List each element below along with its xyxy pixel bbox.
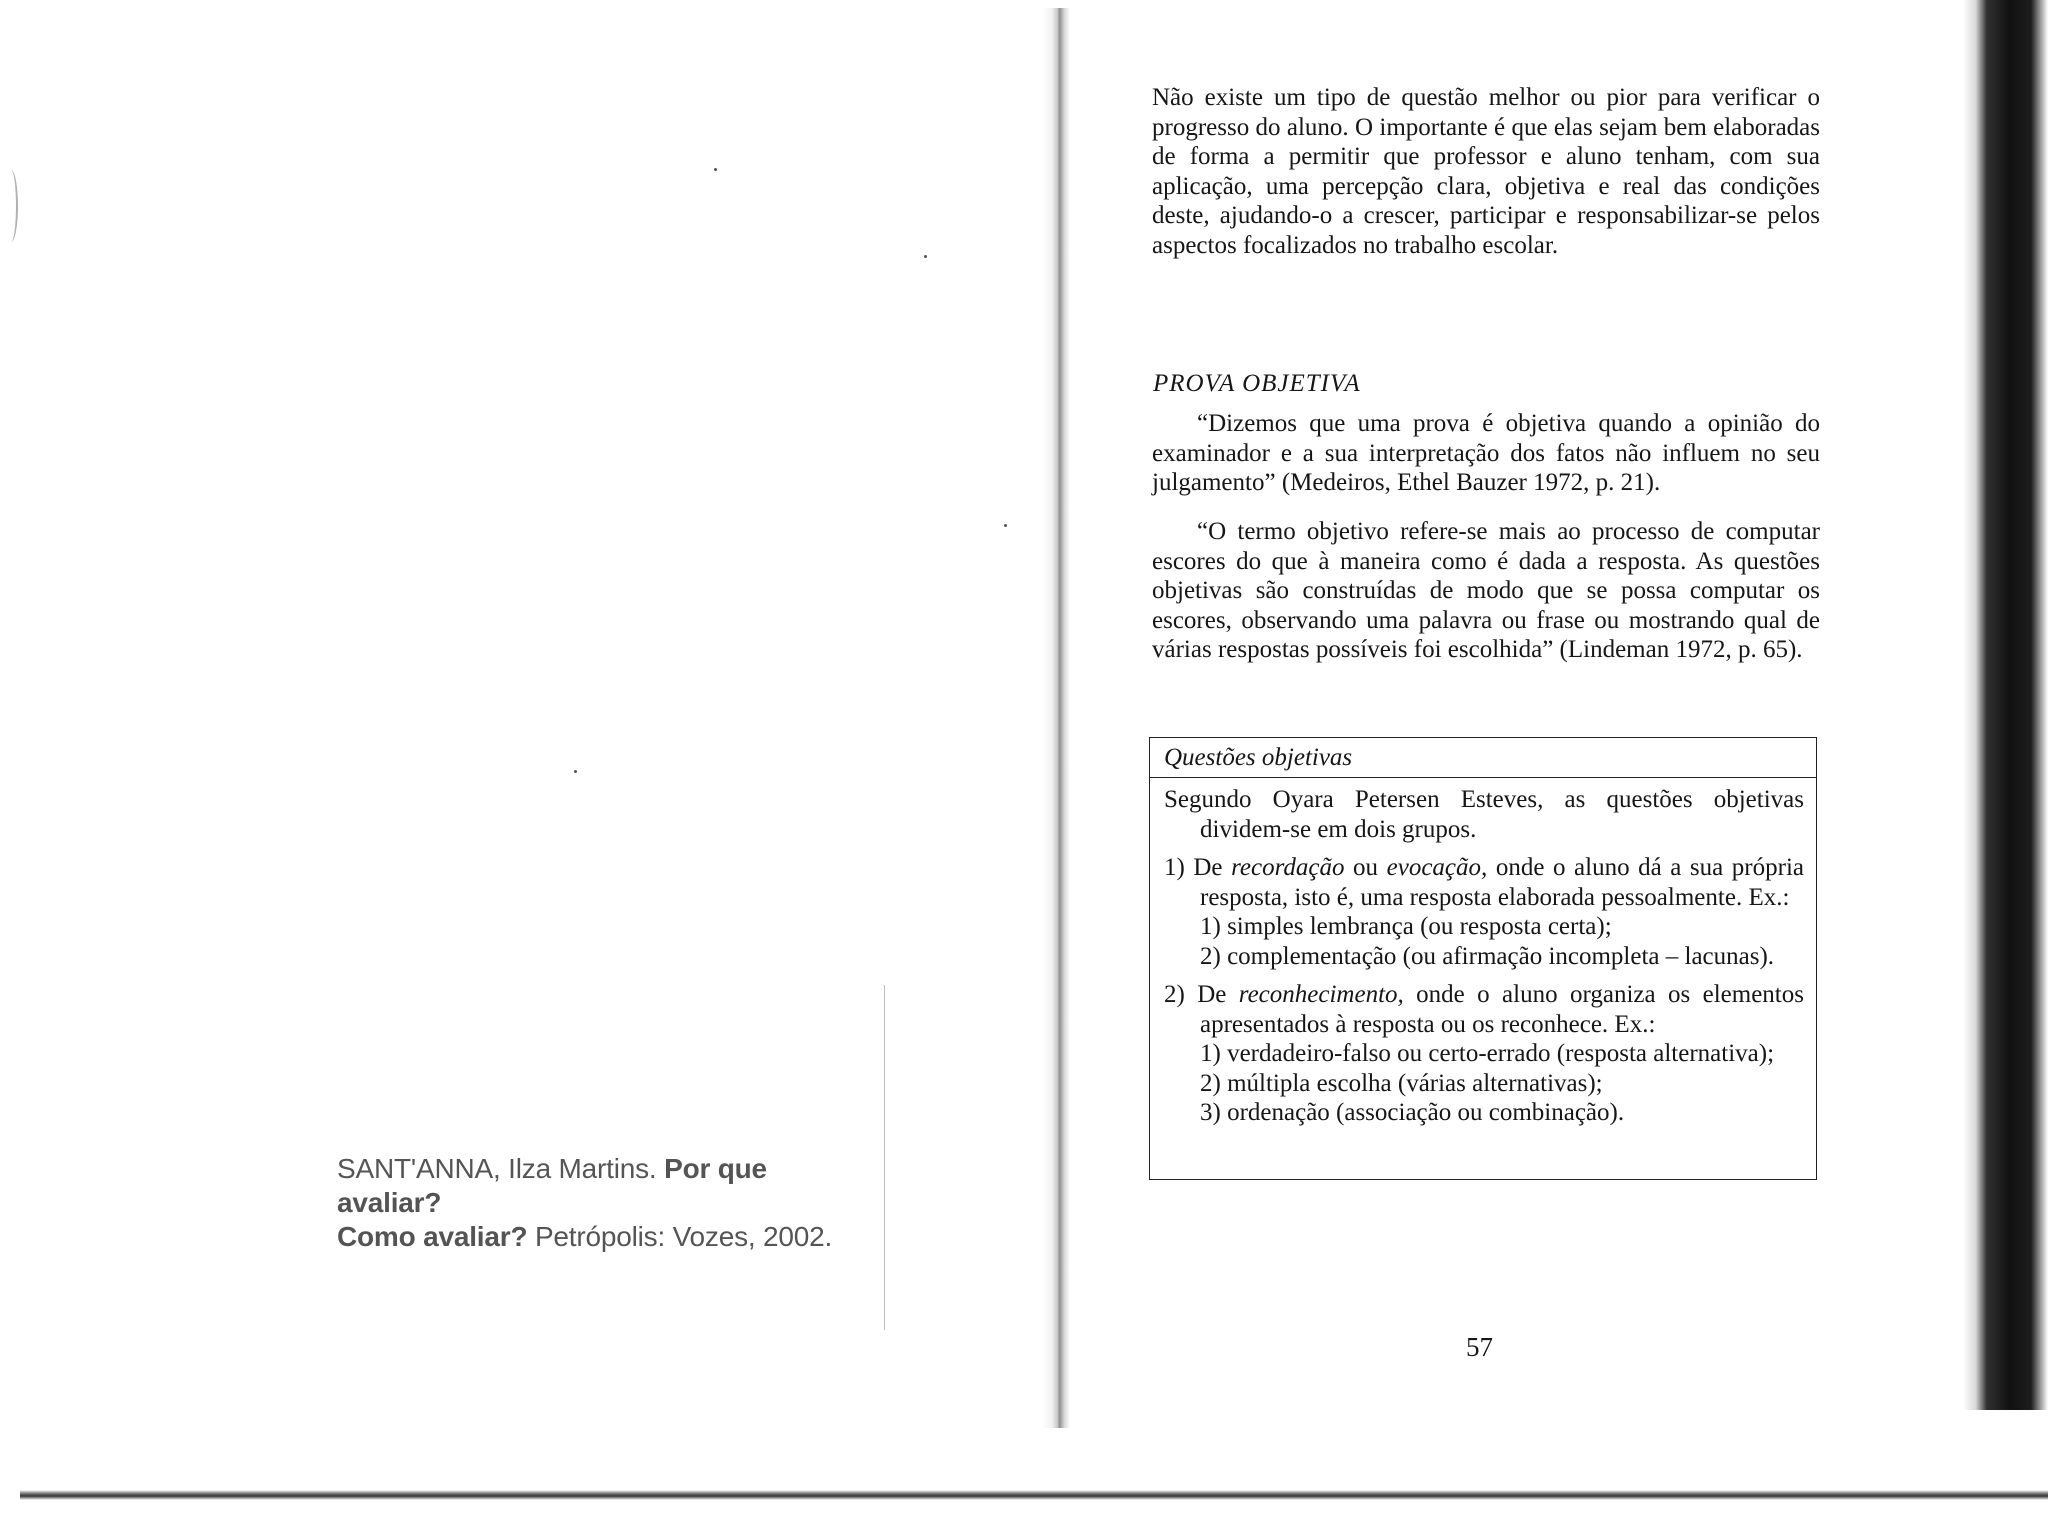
- right-page-edge-shadow: [1963, 0, 2048, 1410]
- ordering-item: 3) ordenação (associação ou combinação).: [1200, 1099, 1625, 1126]
- recall-item: 1) simples lembrança (ou resposta certa);: [1200, 913, 1612, 940]
- recall-group: [1164, 853, 1804, 971]
- intro-paragraph: Não existe um tipo de questão melhor ou pior para verificar o progresso do aluno. O importante é que elas sejam bem elaboradas de forma a permitir que professor e aluno tenham, com sua aplicação, uma percepção clara, objetiva e real das condições deste, ajudando-o a crescer, participar e responsabilizar-se pelos aspectos focalizados no trabalho escolar.: [1152, 84, 1820, 259]
- bottom-scan-edge: [20, 1490, 2048, 1500]
- bibliographic-citation: [337, 1152, 857, 1254]
- recall-connector: ou: [1344, 854, 1387, 881]
- scan-dust-mark: [924, 255, 927, 258]
- recognition-group: [1164, 980, 1804, 1128]
- recognition-description: onde o aluno organiza os elementos apresentados à resposta ou os reconhece. Ex.:: [1200, 981, 1804, 1038]
- citation-author: SANT'ANNA, Ilza Martins.: [337, 1153, 657, 1184]
- scan-dust-mark: [714, 168, 717, 171]
- scan-dust-mark: [1004, 524, 1007, 527]
- box-title: Questões objetivas: [1150, 738, 1816, 778]
- page-number: 57: [1466, 1332, 1493, 1362]
- citation-title-part-1: Por que avaliar?: [337, 1153, 767, 1218]
- page-fold-mark: [4, 170, 18, 242]
- multiple-choice-item: 2) múltipla escolha (várias alternativas);: [1200, 1069, 1603, 1097]
- medeiros-quote: “Dizemos que uma prova é objetiva quando a opinião do examinador e a sua interpretação dos fatos não influem no seu julgamento” (Medeiros, Ethel Bauzer 1972, p. 21).: [1152, 410, 1820, 496]
- book-binding-shadow: [1042, 8, 1070, 1428]
- recognition-group-prefix: 2) De: [1164, 981, 1239, 1008]
- section-title: PROVA OBJETIVA: [1153, 370, 1361, 397]
- recall-description: onde o aluno dá a sua própria resposta, isto é, uma resposta elaborada pessoalmente. Ex.:: [1200, 854, 1805, 911]
- objective-questions-box: [1149, 737, 1817, 1180]
- recall-group-prefix: 1) De: [1164, 854, 1232, 881]
- citation-title-part-2: Como avaliar?: [337, 1221, 528, 1252]
- evocation-term: evocação,: [1386, 854, 1488, 881]
- box-intro: Segundo Oyara Petersen Esteves, as questões objetivas dividem-se em dois grupos.: [1164, 786, 1804, 843]
- page-crease-line: [884, 985, 885, 1330]
- recognition-term: reconhecimento,: [1238, 981, 1404, 1008]
- lindeman-quote: “O termo objetivo refere-se mais ao processo de computar escores do que à maneira como é dada a resposta. As questões objetivas são construídas de modo que se possa computar os escores, observando uma palavra ou frase ou mostrando qual de várias respostas possíveis foi escolhida” (Lindeman 1972, p. 65).: [1152, 518, 1820, 663]
- box-content: [1164, 785, 1804, 1137]
- citation-publisher: Petrópolis: Vozes, 2002.: [534, 1221, 833, 1252]
- true-false-item: 1) verdadeiro-falso ou certo-errado (resposta alternativa);: [1200, 1040, 1775, 1067]
- recall-term: recordação: [1231, 854, 1345, 881]
- completion-item: 2) complementação (ou afirmação incompleta – lacunas).: [1200, 942, 1775, 970]
- scan-dust-mark: [574, 770, 577, 773]
